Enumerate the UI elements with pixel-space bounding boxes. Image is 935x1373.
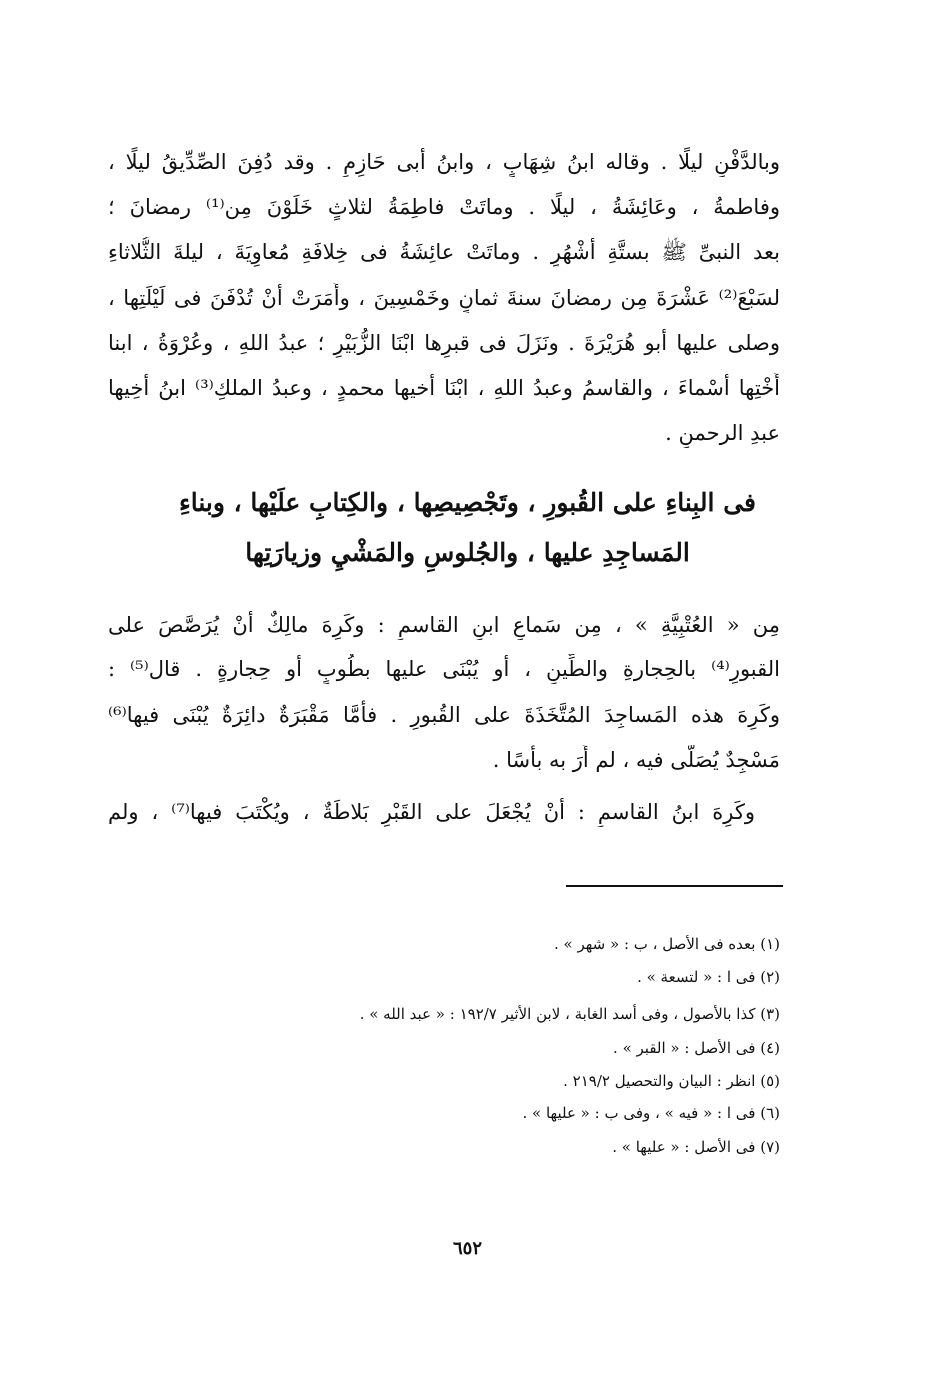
text-line: وكَرِهَ ابنُ القاسمِ : أنْ يُجْعَلَ على القَبْرِ بَلاطَةٌ ، ويُكْتَبَ فيها⁽⁷⁾ ، ولم [108, 800, 755, 824]
footnote: (٥) انظر : البيان والتحصيل ٢١٩/٢ . [563, 1072, 780, 1090]
text-line: مِن « العُتْبِيَّةِ » ، مِن سَماعِ ابنِ القاسمِ : وكَرِهَ مالِكٌ أنْ يُرَصَّصَ على [108, 613, 780, 637]
text-line: عبدِ الرحمنِ . [665, 421, 780, 445]
text-line: مَسْجِدٌ يُصَلَّى فيه ، لم أَرَ به بأْسًا . [492, 748, 780, 772]
text-line: لسَبْعَ⁽²⁾ عَشْرَةَ مِن رمضانَ سنةَ ثمانٍ وخَمْسِينَ ، وأَمَرَتْ أنْ تُدْفَنَ فى لَيْلَتِها ، [108, 286, 780, 310]
text-line: وصلى عليها أبو هُرَيْرَةَ . ونَزَلَ فى قبرِها ابْنَا الزُّبَيْرِ ؛ عبدُ اللهِ ، وعُرْوَةُ ، ابنا [108, 331, 780, 355]
heading-line: المَساجِدِ عليها ، والجُلوسِ والمَشْيِ وزيارَتِها [245, 538, 690, 567]
footnote: (٢) فى ا : « لتسعة » . [637, 968, 780, 986]
footnote: (٤) فى الأصل : « القبر » . [613, 1039, 780, 1057]
footnote: (٣) كذا بالأصول ، وفى أسد الغابة ، لابن الأثير ١٩٢/٧ : « عبد الله » . [359, 1005, 780, 1023]
footnote: (١) بعده فى الأصل ، ب : « شهر » . [554, 935, 780, 953]
footnote: (٦) فى ا : « فيه » ، وفى ب : « عليها » . [522, 1104, 780, 1122]
text-line: القبورِ⁽⁴⁾ بالحِجارةِ والطِّينِ ، أو يُبْنَى عليها بطُوبٍ أو حِجارةٍ . قال⁽⁵⁾ : [108, 657, 780, 681]
footnote-separator [566, 885, 783, 887]
text-line: وبالدَّفْنِ ليلًا . وقاله ابنُ شِهَابٍ ، وابنُ أبى حَازِمٍ . وقد دُفِنَ الصِّدِّيقُ ليلًا ، [108, 150, 780, 174]
footnote: (٧) فى الأصل : « عليها » . [612, 1138, 780, 1156]
text-line: بعد النبىِّ ﷺ بستَّةِ أشْهُرٍ . وماتَتْ عائِشَةُ فى خِلافَةِ مُعاوِيَةَ ، ليلةَ الثُّلاثاءِ [108, 240, 780, 264]
page-number: ٦٥٢ [452, 1238, 482, 1259]
text-line: أُخْتِها أسْماءَ ، والقاسمُ وعبدُ اللهِ ، ابْنَا أخيها محمدٍ ، وعبدُ الملكِ⁽³⁾ ابنُ أخِيها [108, 376, 780, 400]
heading-line: فى البِناءِ على القُبورِ ، وتَجْصِيصِها ، والكِتابِ علَيْها ، وبناءِ [178, 488, 756, 517]
text-line: وكَرِهَ هذه المَساجِدَ المُتَّخَذَةَ على القُبورِ . فأمَّا مَقْبَرَةٌ دائِرَةٌ يُبْنَى فيها⁽⁶⁾ [108, 703, 780, 727]
text-line: وفاطمةُ ، وعَائِشَةُ ، ليلًا . وماتَتْ فاطِمَةُ لثلاثٍ خَلَوْنَ مِن⁽¹⁾ رمضانَ ؛ [108, 195, 780, 219]
